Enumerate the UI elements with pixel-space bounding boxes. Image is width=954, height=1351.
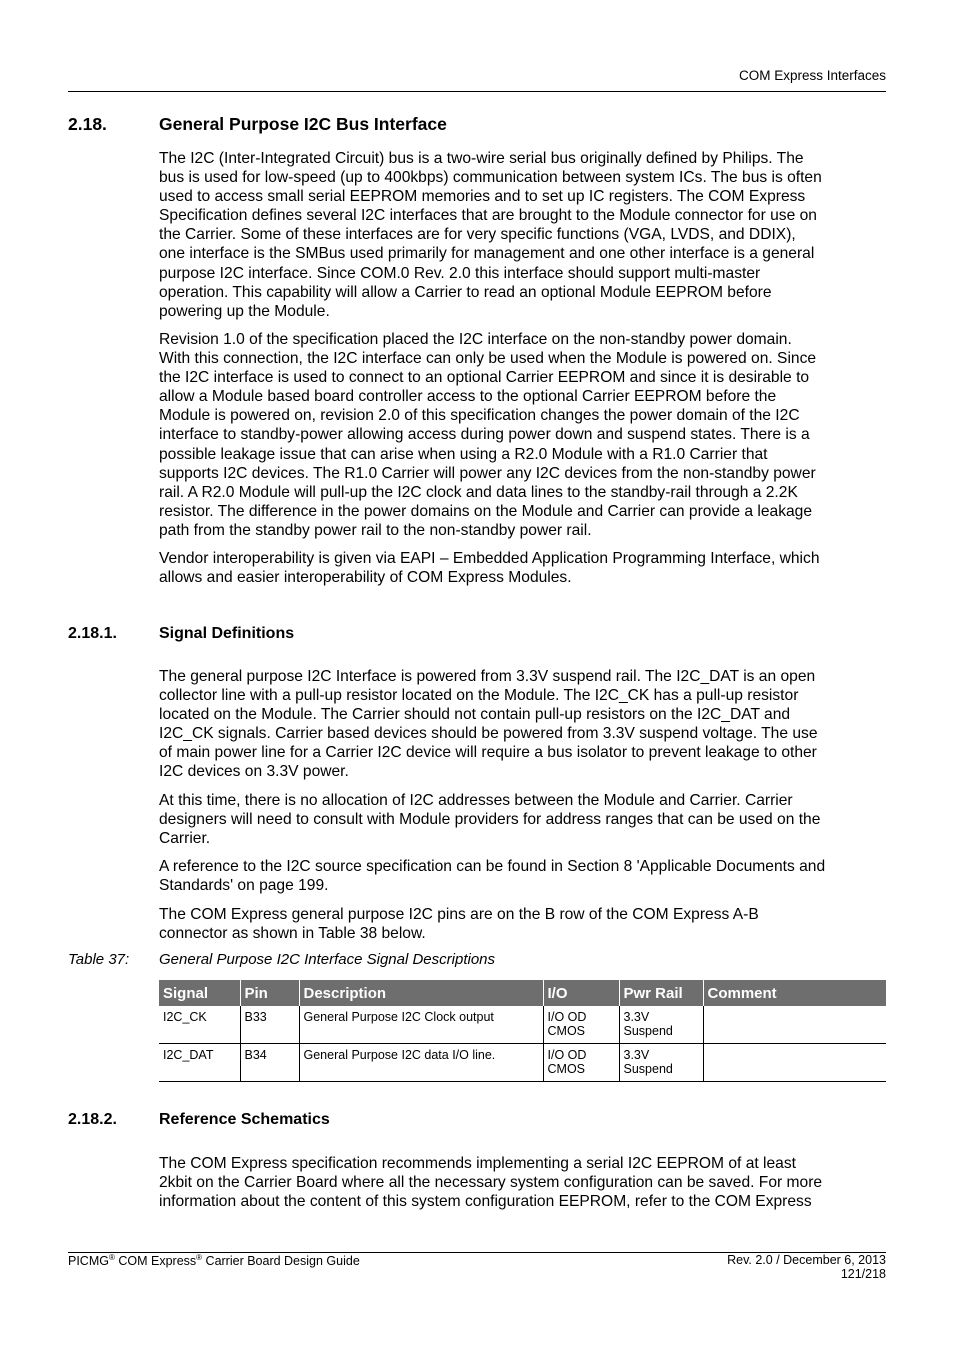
section-title: General Purpose I2C Bus Interface	[159, 114, 447, 134]
cell-io	[543, 1044, 619, 1082]
text-line: path from the standby power rail to the non-standby power rail.	[159, 521, 592, 539]
table-caption-label: Table 37:	[68, 951, 130, 968]
table-caption-title: General Purpose I2C Interface Signal Descriptions	[159, 951, 496, 968]
text-line: I2C_CK signals. Carrier based devices should be powered from 3.3V suspend voltage. The use	[159, 725, 818, 743]
subsection-title: Reference Schematics	[159, 1111, 330, 1128]
signal-paragraph-4	[159, 905, 885, 943]
text-line: operation. This capability will allow a Carrier to read an optional Module EEPROM before	[159, 283, 772, 301]
cell-pwr-line: 3.3V	[623, 1048, 650, 1062]
text-line: Vendor interoperability is given via EAPI – Embedded Application Programming Interface, which	[159, 550, 820, 567]
text-line: collector line with a pull-up resistor located on the Module. The I2C_CK has a pull-up resistor	[159, 687, 799, 705]
cell-io	[543, 1006, 619, 1044]
footer-revision: Rev. 2.0 / December 6, 2013	[727, 1253, 886, 1267]
subsection-number: 2.18.2.	[68, 1111, 117, 1128]
cell-description: General Purpose I2C data I/O line.	[299, 1044, 543, 1082]
footer-document-title	[68, 1253, 360, 1268]
cell-io-line: I/O OD	[547, 1010, 587, 1024]
cell-pwr-line: Suspend	[623, 1024, 673, 1038]
text-line: the I2C interface is used to connect to an optional Carrier EEPROM and since it is desirable to	[159, 369, 810, 387]
cell-signal: I2C_CK	[159, 1006, 240, 1044]
text-line: allows and easier interoperability of COM Express Modules.	[159, 569, 572, 587]
signal-description-table	[159, 980, 886, 1082]
cell-description: General Purpose I2C Clock output	[299, 1006, 543, 1044]
text-line: Module is powered on, revision 2.0 of this specification changes the power domain of the I2C	[159, 407, 800, 425]
footer-com-express: COM Express	[114, 1254, 197, 1269]
table-row	[159, 1006, 886, 1044]
cell-comment	[703, 1044, 886, 1082]
text-line: The general purpose I2C Interface is powered from 3.3V suspend rail. The I2C_DAT is an open	[159, 668, 816, 685]
text-line: Revision 1.0 of the specification placed the I2C interface on the non-standby power domain.	[159, 331, 792, 348]
cell-pwr-line: Suspend	[623, 1062, 673, 1076]
table-header-row	[159, 980, 886, 1006]
section-number: 2.18.	[68, 114, 107, 134]
text-line: interface to standby-power allowing access during power down and suspend states. There is a	[159, 426, 810, 444]
text-line: Specification defines several I2C interfaces that are brought to the Module connector for use on	[159, 207, 817, 225]
registered-mark: ®	[196, 1253, 203, 1262]
column-header-comment: Comment	[703, 980, 886, 1006]
cell-pin: B34	[240, 1044, 299, 1082]
column-header-io: I/O	[543, 980, 619, 1006]
running-header: COM Express Interfaces	[738, 68, 886, 83]
cell-pin: B33	[240, 1006, 299, 1044]
column-header-signal: Signal	[159, 980, 240, 1006]
text-line: I2C devices on 3.3V power.	[159, 763, 349, 781]
text-line: powering up the Module.	[159, 302, 330, 320]
text-line: purpose I2C interface. Since COM.0 Rev. 2.0 this interface should support multi-master	[159, 264, 761, 282]
text-line: one interface is the SMBus used primarily for management and one other interface is a general	[159, 245, 815, 263]
text-line: bus is used for low-speed (up to 400kbps) communication between system ICs. The bus is often	[159, 169, 822, 187]
signal-paragraph-1	[159, 667, 885, 782]
cell-io-line: CMOS	[547, 1062, 585, 1076]
text-line: A reference to the I2C source specification can be found in Section 8 'Applicable Documents and	[159, 858, 826, 875]
header-rule	[68, 91, 886, 92]
cell-io-line: I/O OD	[547, 1048, 587, 1062]
text-line: of main power line for a Carrier I2C device will require a bus isolator to prevent leakage to other	[159, 744, 817, 762]
text-line: The COM Express specification recommends implementing a serial I2C EEPROM of at least	[159, 1155, 796, 1172]
cell-pwr-rail	[619, 1006, 703, 1044]
text-line: 2kbit on the Carrier Board where all the necessary system configuration can be saved. For more	[159, 1174, 823, 1192]
text-line: resistor. The difference in the power domains on the Module and Carrier can provide a leakage	[159, 502, 813, 520]
subsection-number: 2.18.1.	[68, 625, 117, 642]
column-header-pin: Pin	[240, 980, 299, 1006]
cell-pwr-line: 3.3V	[623, 1010, 650, 1024]
signal-paragraph-2	[159, 791, 885, 848]
text-line: possible leakage issue that can arise when using a R2.0 Module with a R1.0 Carrier that	[159, 445, 768, 463]
text-line: The I2C (Inter-Integrated Circuit) bus is a two-wire serial bus originally defined by Philips. The	[159, 150, 804, 167]
text-line: Standards' on page 199.	[159, 877, 329, 895]
footer-page-number: 121/218	[840, 1267, 886, 1281]
text-line: used to access small serial EEPROM memories and to set up IC registers. The COM Express	[159, 188, 806, 206]
table-row	[159, 1044, 886, 1082]
footer-picmg: PICMG	[68, 1254, 109, 1269]
text-line: the Carrier. Some of these interfaces are for very specific functions (VGA, LVDS, and DDIX),	[159, 226, 796, 244]
text-line: At this time, there is no allocation of I2C addresses between the Module and Carrier. Carrier	[159, 792, 793, 809]
text-line: connector as shown in Table 38 below.	[159, 925, 426, 943]
cell-signal: I2C_DAT	[159, 1044, 240, 1082]
registered-mark: ®	[108, 1253, 115, 1262]
text-line: designers will need to consult with Module providers for address ranges that can be used on the	[159, 811, 821, 829]
text-line: With this connection, the I2C interface can only be used when the Module is powered on. Since	[159, 350, 817, 368]
text-line: supports I2C devices. The R1.0 Carrier will power any I2C devices from the non-standby power	[159, 464, 816, 482]
cell-comment	[703, 1006, 886, 1044]
text-line: rail. A R2.0 Module will pull-up the I2C clock and data lines to the standby-rail through a 2.2K	[159, 483, 798, 501]
schematics-paragraph-1	[159, 1154, 885, 1211]
column-header-pwr-rail: Pwr Rail	[619, 980, 703, 1006]
text-line: Carrier.	[159, 830, 211, 848]
text-line: allow a Module based board controller access to the optional Carrier EEPROM before the	[159, 388, 777, 406]
text-line: The COM Express general purpose I2C pins are on the B row of the COM Express A-B	[159, 906, 759, 923]
text-line: located on the Module. The Carrier should not contain pull-up resistors on the I2C_DAT and	[159, 706, 791, 724]
section-paragraph-3	[159, 549, 885, 587]
cell-io-line: CMOS	[547, 1024, 585, 1038]
subsection-title: Signal Definitions	[159, 625, 295, 642]
signal-paragraph-3	[159, 857, 885, 895]
footer-revision-block	[727, 1253, 886, 1281]
column-header-description: Description	[299, 980, 543, 1006]
section-paragraph-2	[159, 330, 885, 540]
cell-pwr-rail	[619, 1044, 703, 1082]
text-line: information about the content of this system configuration EEPROM, refer to the COM Express	[159, 1193, 812, 1211]
footer-guide: Carrier Board Design Guide	[202, 1254, 360, 1269]
section-paragraph-1	[159, 149, 885, 321]
